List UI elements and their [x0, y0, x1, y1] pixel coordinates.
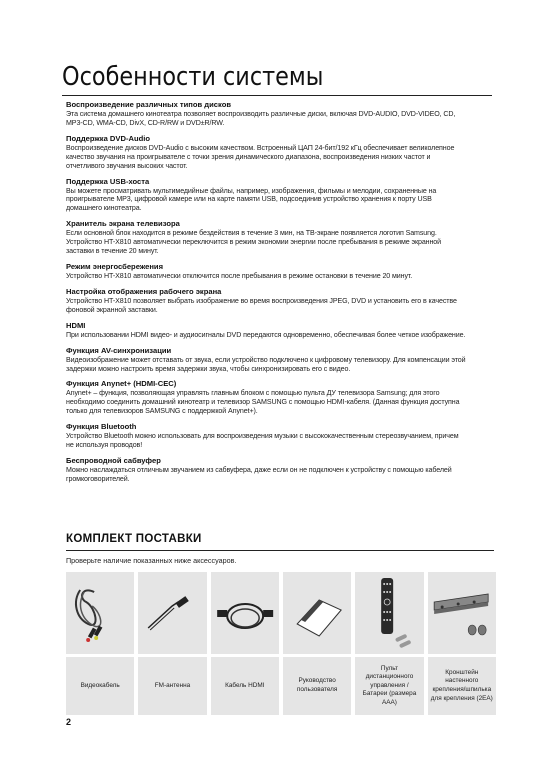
feature-text: При использовании HDMI видео- и аудиосигналы DVD передаются одновременно, обеспечивая более четкое изображение. [66, 330, 466, 339]
fm-antenna-icon [138, 572, 206, 654]
feature-heading: Режим энергосбережения [66, 261, 164, 271]
accessory-item [428, 572, 496, 715]
accessory-caption: Руководство пользователя [283, 657, 351, 715]
feature-heading: Поддержка USB-хоста [66, 176, 150, 186]
remote-control-icon [355, 572, 423, 654]
feature-heading: Функция Anynet+ (HDMI-CEC) [66, 379, 177, 389]
page-title: Особенности системы [62, 62, 324, 92]
accessory-caption: FM-антенна [138, 657, 206, 715]
feature-text: Воспроизведение дисков DVD-Audio с высоким качеством. Встроенный ЦАП 24-бит/192 кГц обеспечивает великолепное качество звучания на проигрывателе с точки зрения динамического диапазона, воспроизведения низких частот и отчетливого звучания высоких частот. [66, 143, 455, 170]
feature-section [66, 346, 466, 374]
kit-divider [66, 550, 494, 551]
feature-section [66, 219, 466, 256]
feature-heading: Функция Bluetooth [66, 422, 137, 432]
kit-title: КОМПЛЕКТ ПОСТАВКИ [66, 533, 202, 545]
feature-text: Можно наслаждаться отличным звучанием из сабвуфера, даже если он не подключен к устройству с помощью кабелей громкоговорителей. [66, 465, 452, 483]
title-divider [62, 95, 492, 96]
feature-section [66, 287, 466, 315]
accessory-caption: Кабель HDMI [211, 657, 279, 715]
feature-text: Видеоизображение может отставать от звука, если устройство подключено к цифровому телевизору. Для компенсации этой задержки можно настроить время задержки звука, чтобы синхронизировать его с видео. [66, 355, 466, 373]
feature-text: Устройство Bluetooth можно использовать для воспроизведения музыки с высококачественным стереозвучанием, причем не используя проводов! [66, 432, 459, 450]
feature-heading: Настройка отображения рабочего экрана [66, 286, 222, 296]
feature-heading: Хранитель экрана телевизора [66, 219, 180, 229]
feature-section [66, 422, 466, 450]
accessory-item [211, 572, 279, 715]
accessory-item [355, 572, 423, 715]
feature-section [66, 177, 466, 214]
hdmi-cable-icon [211, 572, 279, 654]
accessory-item [66, 572, 134, 715]
feature-section [66, 134, 466, 171]
feature-section [66, 379, 466, 416]
feature-heading: Функция AV-синхронизации [66, 345, 172, 355]
user-manual-icon [283, 572, 351, 654]
feature-text: Эта система домашнего кинотеатра позволяет воспроизводить различные диски, включая DVD-AUDIO, DVD-VIDEO, CD, MP3-CD, WMA-CD, DivX, CD-R/RW и DVD±R/RW. [66, 110, 456, 127]
video-cable-icon [66, 572, 134, 654]
feature-text: Устройство HT-X810 автоматически отключится после пребывания в режиме остановки в течение 20 минут. [66, 271, 413, 280]
feature-section [66, 100, 466, 128]
features-list [66, 100, 466, 490]
feature-heading: Воспроизведение различных типов дисков [66, 100, 232, 109]
feature-text: Если основной блок находится в режиме бездействия в течение 3 мин, на ТВ-экране появляется логотип Samsung. Устройство HT-X810 автоматически переключится в режим экономии энергии после пребывания в режиме экранной заставки в течение 20 минут. [66, 229, 442, 256]
wall-mount-bracket-icon [428, 572, 496, 654]
kit-intro: Проверьте наличие показанных ниже аксессуаров. [66, 556, 237, 565]
accessory-caption: Кронштейн настенного крепления/шпилька для крепления (2EA) [428, 657, 496, 715]
feature-text: Anynet+ – функция, позволяющая управлять главным блоком с помощью пульта ДУ телевизора Samsung; для этого необходимо соединить домашний кинотеатр и телевизор SAMSUNG с помощью HDMI-кабеля. (Данная функция доступна только для телевизоров SAMSUNG с поддержкой Anynet+). [66, 389, 460, 416]
feature-text: Вы можете просматривать мультимедийные файлы, например, изображения, фильмы и мелодии, сохраненные на проигрывателе MP3, цифровой камере или на карте памяти USB, подсоединив устройство хранения к порту USB домашнего кинотеатра. [66, 186, 437, 213]
feature-heading: Поддержка DVD-Audio [66, 133, 150, 143]
feature-text: Устройство HT-X810 позволяет выбрать изображение во время воспроизведения JPEG, DVD и установить его в качестве фоновой экранной заставки. [66, 296, 457, 314]
accessory-item [283, 572, 351, 715]
feature-heading: HDMI [66, 320, 86, 330]
page-number: 2 [66, 717, 72, 727]
accessory-caption: Пульт дистанционного управления / Батареи (размера ААА) [355, 657, 423, 715]
feature-section [66, 456, 466, 484]
accessory-item [138, 572, 206, 715]
accessories-grid [66, 572, 496, 715]
accessory-caption: Видеокабель [66, 657, 134, 715]
feature-section [66, 262, 466, 281]
feature-heading: Беспроводной сабвуфер [66, 455, 161, 465]
feature-section [66, 321, 466, 340]
